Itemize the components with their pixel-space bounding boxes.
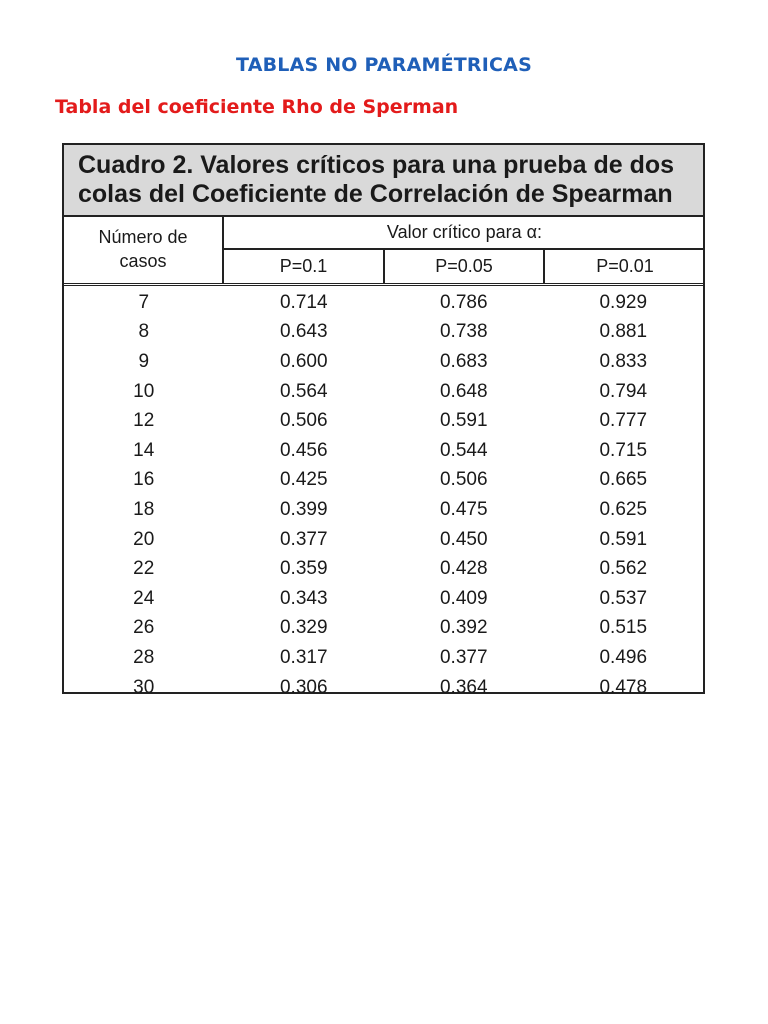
table-row [64,406,703,436]
table-row [64,614,703,644]
cell-p-0-05: 0.364 [439,676,488,698]
cell-p-0-01: 0.496 [599,646,648,668]
cell-p-0-05: 0.738 [439,321,488,343]
cell-p-0-05: 0.428 [439,558,488,580]
header-p-0-05: P=0.05 [385,250,545,283]
cell-p-0-05: 0.648 [439,380,488,402]
cell-p-0-05: 0.475 [439,498,488,520]
table-row [64,347,703,377]
header-divider [64,283,703,286]
cell-p-0-01: 0.777 [599,410,648,432]
table-row [64,436,703,466]
cell-p-0-05: 0.506 [439,469,488,491]
cell-p-0-1: 0.600 [279,350,328,372]
cell-p-0-1: 0.456 [279,439,328,461]
table-caption [64,145,703,217]
cell-p-0-05: 0.450 [439,528,488,550]
cell-p-0-1: 0.714 [279,291,328,313]
cell-p-0-1: 0.506 [279,410,328,432]
table-row [64,288,703,318]
table-row [64,643,703,673]
cell-p-0-1: 0.306 [279,676,328,698]
cell-cases: 26 [133,617,155,639]
cell-p-0-01: 0.625 [599,498,648,520]
cell-p-0-05: 0.409 [439,587,488,609]
cell-p-0-1: 0.399 [279,498,328,520]
header-cases-line-2: casos [119,251,167,271]
table-row [64,554,703,584]
table-row [64,495,703,525]
cell-p-0-01: 0.537 [599,587,648,609]
cell-p-0-05: 0.786 [439,291,488,313]
cell-p-0-01: 0.515 [599,617,648,639]
cell-p-0-01: 0.715 [599,439,648,461]
header-p-0-1: P=0.1 [224,250,385,283]
cell-cases: 12 [133,410,155,432]
cell-p-0-01: 0.665 [599,469,648,491]
cell-cases: 16 [133,469,155,491]
cell-p-0-05: 0.377 [439,646,488,668]
cell-p-0-01: 0.833 [599,350,648,372]
table-row [64,673,703,703]
table-row [64,584,703,614]
cell-p-0-01: 0.562 [599,558,648,580]
cell-cases: 7 [138,291,150,313]
header-critical-value: Valor crítico para α: [224,217,705,250]
cell-p-0-05: 0.683 [439,350,488,372]
cell-p-0-01: 0.929 [599,291,648,313]
caption-line-2: colas del Coeficiente de Correlación de Spearman [78,180,673,208]
header-cases-line-1: Número de [98,227,188,247]
cell-cases: 8 [138,321,150,343]
cell-p-0-1: 0.317 [279,646,328,668]
table-row [64,525,703,555]
cell-p-0-05: 0.392 [439,617,488,639]
cell-p-0-01: 0.478 [599,676,648,698]
cell-p-0-1: 0.377 [279,528,328,550]
cell-p-0-01: 0.591 [599,528,648,550]
cell-p-0-1: 0.329 [279,617,328,639]
cell-p-0-1: 0.425 [279,469,328,491]
cell-p-0-01: 0.794 [599,380,648,402]
cell-p-0-05: 0.591 [439,410,488,432]
cell-p-0-1: 0.564 [279,380,328,402]
caption-line-1: Cuadro 2. Valores críticos para una prueba de dos [78,151,675,179]
header-p-0-01: P=0.01 [596,256,654,276]
cell-cases: 20 [133,528,155,550]
cell-cases: 10 [133,380,155,402]
cell-cases: 28 [133,646,155,668]
cell-cases: 14 [133,439,155,461]
critical-values-table [62,143,705,698]
table-row [64,318,703,348]
cell-cases: 22 [133,558,155,580]
cell-p-0-1: 0.359 [279,558,328,580]
table-body [64,288,703,702]
cell-p-0-01: 0.881 [599,321,648,343]
cell-cases: 30 [133,676,155,698]
cell-cases: 9 [138,350,150,372]
cell-cases: 18 [133,498,155,520]
table-row [64,377,703,407]
cell-p-0-1: 0.343 [279,587,328,609]
cell-p-0-1: 0.643 [279,321,328,343]
table-row [64,466,703,496]
cell-p-0-05: 0.544 [439,439,488,461]
section-title: Tabla del coeficiente Rho de Sperman [55,96,459,118]
cell-cases: 24 [133,587,155,609]
header-number-of-cases [64,217,224,283]
page-title: TABLAS NO PARAMÉTRICAS [236,54,532,76]
